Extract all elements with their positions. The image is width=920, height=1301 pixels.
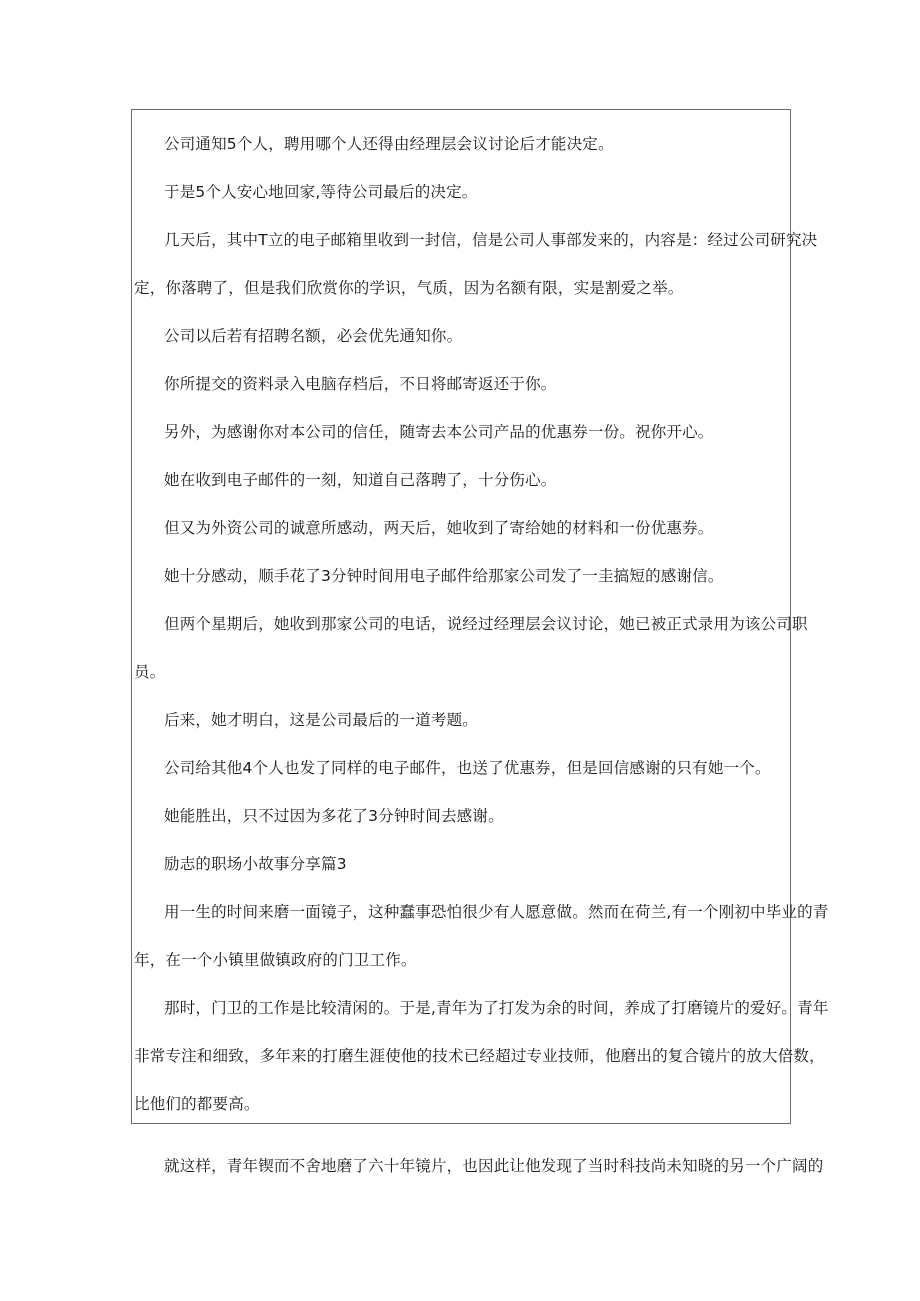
paragraph-line: 用一生的时间来磨一面镜子，这种蠢事恐怕很少有人愿意做。然而在荷兰,有一个刚初中毕业的青 bbox=[164, 903, 829, 921]
paragraph-line: 员。 bbox=[134, 663, 166, 681]
paragraph-line: 公司以后若有招聘名额，必会优先通知你。 bbox=[164, 327, 463, 345]
paragraph-line: 但两个星期后，她收到那家公司的电话，说经过经理层会议讨论，她已被正式录用为该公司职 bbox=[164, 615, 808, 633]
paragraph-line: 她在收到电子邮件的一刻，知道自己落聘了，十分伤心。 bbox=[164, 471, 557, 489]
paragraph-line: 另外，为感谢你对本公司的信任，随寄去本公司产品的优惠券一份。祝你开心。 bbox=[164, 423, 714, 441]
paragraph-line: 公司给其他4个人也发了同样的电子邮件，也送了优惠券，但是回信感谢的只有她一个。 bbox=[164, 759, 771, 777]
paragraph-line: 你所提交的资料录入电脑存档后，不日将邮寄返还于你。 bbox=[164, 375, 557, 393]
paragraph-line: 比他们的都要高。 bbox=[134, 1095, 260, 1113]
paragraph-line: 但又为外资公司的诚意所感动，两天后，她收到了寄给她的材料和一份优惠券。 bbox=[164, 519, 714, 537]
paragraph-line: 那时，门卫的工作是比较清闲的。于是,青年为了打发为余的时间，养成了打磨镜片的爱好。青年 bbox=[164, 999, 829, 1017]
paragraph-line: 几天后，其中T立的电子邮箱里收到一封信，信是公司人事部发来的，内容是：经过公司研究决 bbox=[164, 231, 818, 249]
paragraph-line: 定，你落聘了，但是我们欣赏你的学识，气质，因为名额有限，实是割爱之举。 bbox=[134, 279, 684, 297]
paragraph-line: 就这样，青年锲而不舍地磨了六十年镜片，也因此让他发现了当时科技尚未知晓的另一个广阔的 bbox=[164, 1157, 824, 1175]
paragraph-line: 年，在一个小镇里做镇政府的门卫工作。 bbox=[134, 951, 417, 969]
paragraph-line: 公司通知5个人，聘用哪个人还得由经理层会议讨论后才能决定。 bbox=[164, 135, 614, 153]
section-heading: 励志的职场小故事分享篇3 bbox=[164, 855, 347, 873]
paragraph-line: 她能胜出，只不过因为多花了3分钟时间去感谢。 bbox=[164, 807, 504, 825]
paragraph-line: 非常专注和细致，多年来的打磨生涯使他的技术已经超过专业技师，他磨出的复合镜片的放大倍数， bbox=[134, 1047, 825, 1065]
paragraph-line: 后来，她才明白，这是公司最后的一道考题。 bbox=[164, 711, 479, 729]
paragraph-line: 她十分感动，顺手花了3分钟时间用电子邮件给那家公司发了一圭搞短的感谢信。 bbox=[164, 567, 724, 585]
paragraph-line: 于是5个人安心地回家,等待公司最后的决定。 bbox=[164, 183, 478, 201]
